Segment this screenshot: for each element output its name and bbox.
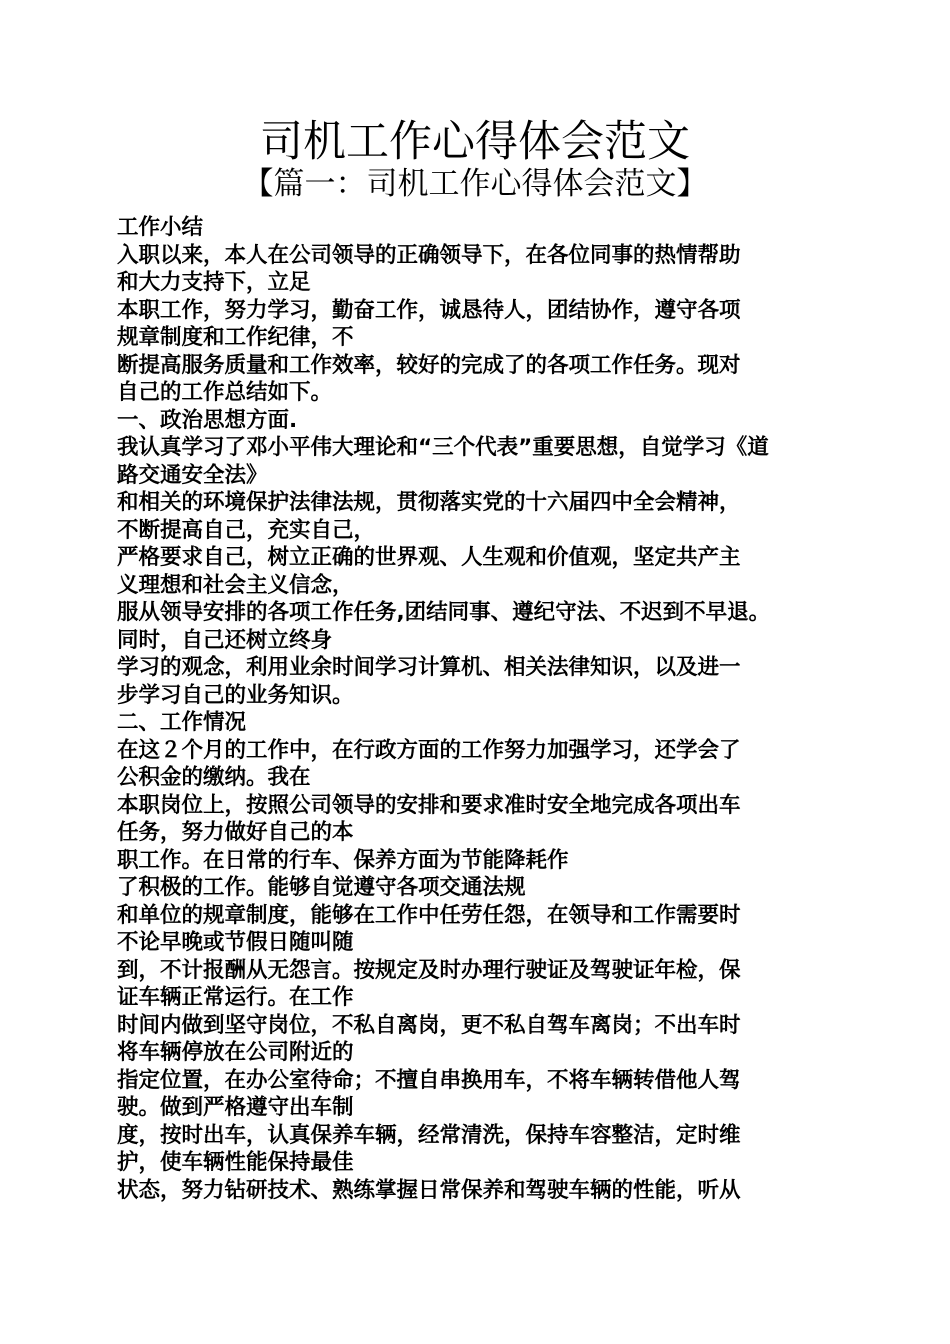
body-line: 度，按时出车，认真保养车辆，经常清洗，保持车容整洁，定时维	[117, 1122, 741, 1148]
body-line: 工作小结	[117, 215, 204, 240]
document-body	[117, 214, 842, 1204]
body-line: 任务，努力做好自己的本	[117, 820, 354, 845]
body-line: 公积金的缴纳。我在	[117, 765, 311, 790]
body-line: 到，不计报酬从无怨言。按规定及时办理行驶证及驾驶证年检，保	[117, 957, 741, 983]
body-line: 和大力支持下，立足	[117, 270, 311, 295]
body-line: 护，使车辆性能保持最佳	[117, 1150, 354, 1175]
body-line: 了积极的工作。能够自觉遵守各项交通法规	[117, 875, 526, 900]
body-line: 状态，努力钻研技术、熟练掌握日常保养和驾驶车辆的性能，听从	[117, 1177, 741, 1203]
body-line: 规章制度和工作纪律，不	[117, 325, 354, 350]
body-line: 时间内做到坚守岗位，不私自离岗，更不私自驾车离岗；不出车时	[117, 1012, 741, 1038]
body-line: 学习的观念，利用业余时间学习计算机、相关法律知识，以及进一	[117, 655, 741, 680]
body-line: 步学习自己的业务知识。	[117, 682, 354, 708]
body-line: 自己的工作总结如下。	[117, 380, 333, 405]
body-line: 本职岗位上，按照公司领导的安排和要求准时安全地完成各项出车	[117, 792, 741, 818]
body-line: 入职以来，本人在公司领导的正确领导下，在各位同事的热情帮助	[117, 242, 741, 268]
document-subtitle: 【篇一：司机工作心得体会范文】	[242, 166, 708, 202]
body-line: 指定位置，在办公室待命；不擅自串换用车，不将车辆转借他人驾	[117, 1067, 741, 1093]
document-title: 司机工作心得体会范文	[260, 117, 690, 167]
body-line: 不断提高自己，充实自己，	[117, 517, 376, 543]
body-line: 二、工作情况	[117, 710, 247, 735]
body-line: 路交通安全法》	[117, 462, 268, 488]
body-line: 同时，自己还树立终身	[117, 627, 333, 653]
body-line: 严格要求自己，树立正确的世界观、人生观和价值观，坚定共产主	[117, 545, 741, 570]
body-line: 一、政治思想方面.	[117, 407, 298, 433]
body-line: 和相关的环境保护法律法规，贯彻落实党的十六届四中全会精神，	[117, 490, 741, 515]
body-line: 断提高服务质量和工作效率，较好的完成了的各项工作任务。现对	[117, 352, 741, 378]
body-line: 服从领导安排的各项工作任务,团结同事、遵纪守法、不迟到不早退。	[117, 600, 771, 625]
body-line: 和单位的规章制度，能够在工作中任劳任怨，在领导和工作需要时	[117, 902, 741, 928]
body-line: 在这２个月的工作中，在行政方面的工作努力加强学习，还学会了	[117, 737, 741, 763]
body-line: 我认真学习了邓小平伟大理论和“三个代表”重要思想，自觉学习《道	[117, 435, 769, 460]
body-line: 义理想和社会主义信念，	[117, 572, 354, 598]
body-line: 职工作。在日常的行车、保养方面为节能降耗作	[117, 847, 569, 873]
body-line: 将车辆停放在公司附近的	[117, 1040, 354, 1065]
body-line: 不论早晚或节假日随叫随	[117, 930, 354, 955]
body-line: 本职工作，努力学习，勤奋工作，诚恳待人，团结协作，遵守各项	[117, 297, 741, 323]
body-line: 证车辆正常运行。在工作	[117, 985, 354, 1010]
body-line: 驶。做到严格遵守出车制	[117, 1095, 354, 1120]
